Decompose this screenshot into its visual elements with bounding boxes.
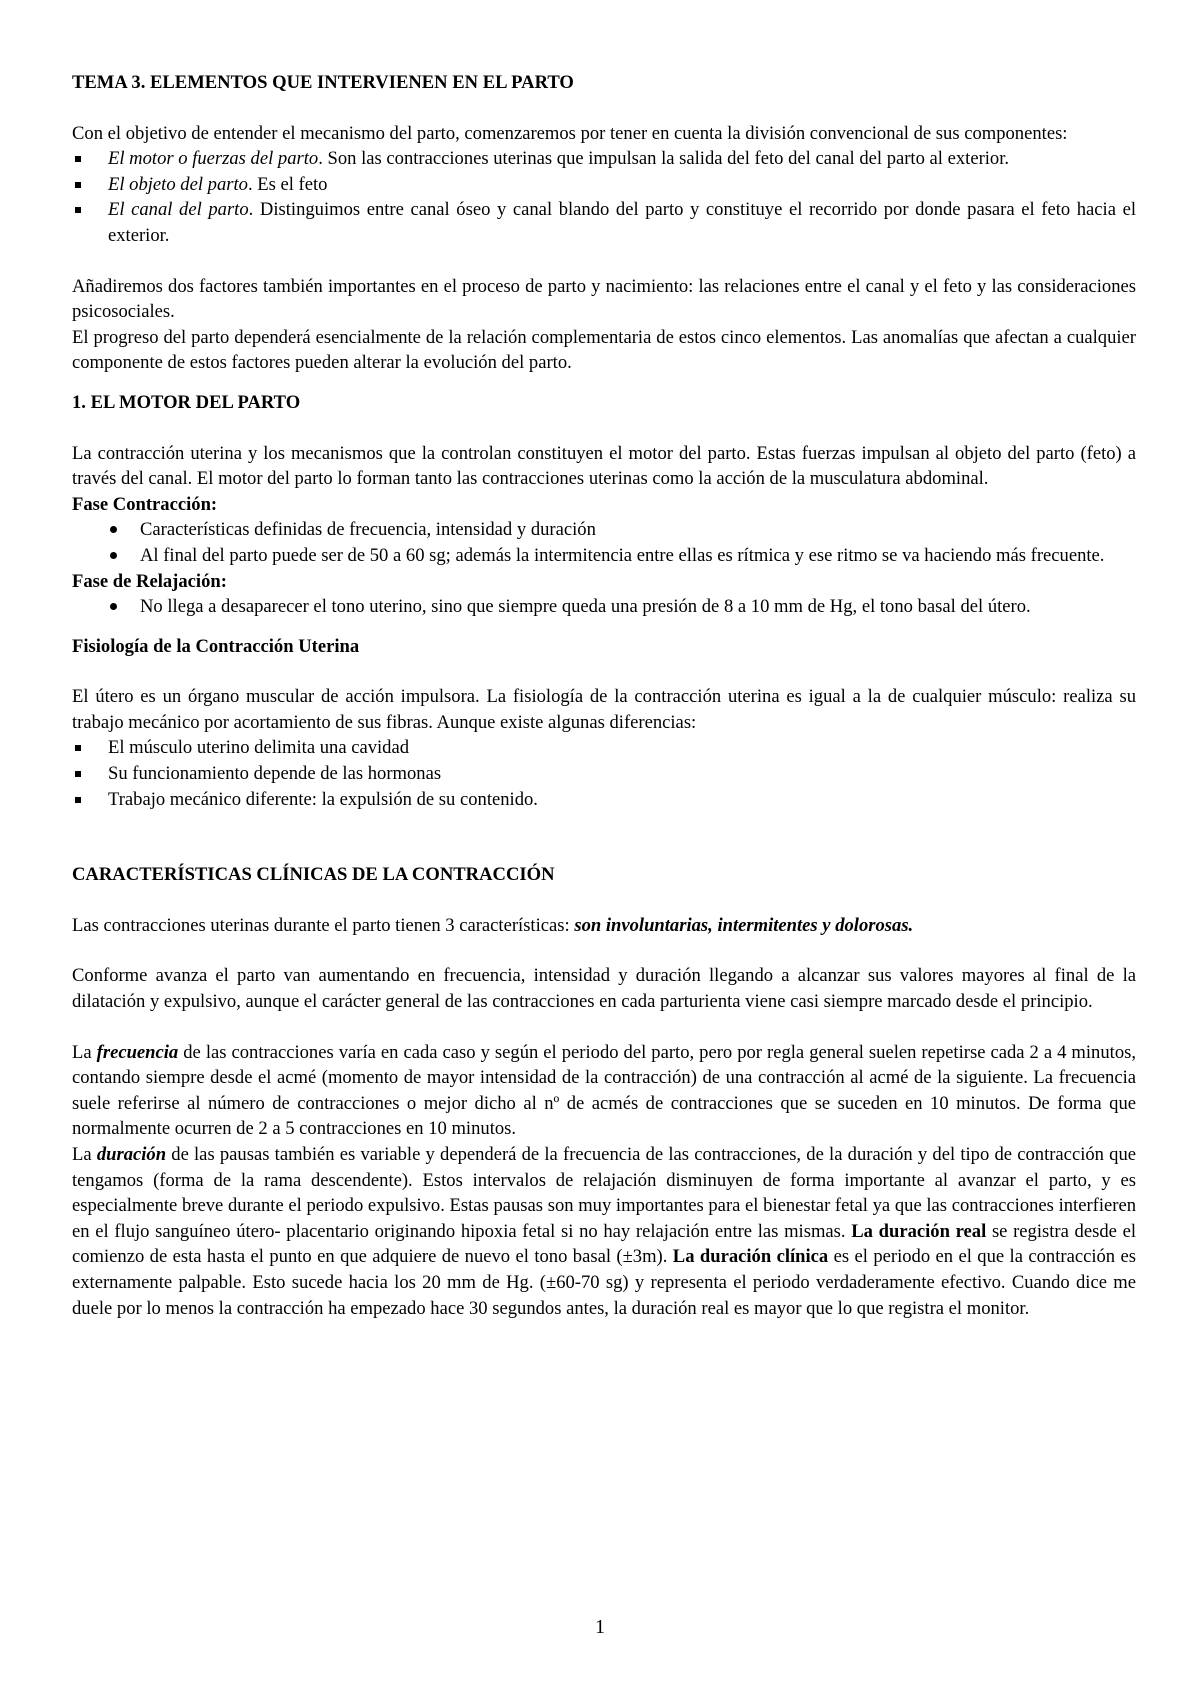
section-heading-clinical: CARACTERÍSTICAS CLÍNICAS DE LA CONTRACCIÓN <box>72 864 555 886</box>
frequency-paragraph: La frecuencia de las contracciones varía en cada caso y según el periodo del parto, pero por regla general suelen repetirse cada 2 a 4 minutos, contando siempre desde el acmé (momento de mayor intensidad de la contracción) de una contracción al acmé de la siguiente. La frecuencia suele referirse al número de contracciones o mejor dicho al nº de acmés de contracciones que se suceden en 10 minutos. De forma que normalmente ocurren de 2 a 5 contracciones en 10 minutos. <box>72 1041 1137 1140</box>
progression-paragraph: Conforme avanza el parto van aumentando en frecuencia, intensidad y duración llegando a alcanzar sus valores mayores al final de la dilatación y expulsivo, aunque el carácter general de las contracciones en cada parturienta viene casi siempre marcado desde el principio. <box>72 965 1136 1013</box>
physiology-paragraph: El útero es un órgano muscular de acción impulsora. La fisiología de la contracción uterina es igual a la de cualquier músculo: realiza su trabajo mecánico por acortamiento de sus fibras. Aunque existe algunas diferencias: <box>72 686 1136 733</box>
list-item: El motor o fuerzas del parto. Son las contracciones uterinas que impulsan la salida del feto del canal del parto al exterior. <box>72 146 1136 172</box>
components-list <box>72 146 1136 248</box>
section-heading-motor: 1. EL MOTOR DEL PARTO <box>72 391 301 413</box>
contraction-list <box>72 517 1136 568</box>
section-heading-physiology: Fisiología de la Contracción Uterina <box>72 635 360 657</box>
relax-phase-heading: Fase de Relajación: <box>72 570 227 592</box>
characteristics-paragraph: Las contracciones uterinas durante el parto tienen 3 características: son involuntarias, intermitentes y dolorosas. <box>72 914 914 936</box>
page-content <box>72 70 1136 1321</box>
page-number: 1 <box>595 1616 605 1638</box>
list-item: Características definidas de frecuencia, intensidad y duración <box>72 517 1136 543</box>
list-item: El canal del parto. Distinguimos entre canal óseo y canal blando del parto y constituye el recorrido por donde pasara el feto hacia el exterior. <box>72 197 1136 248</box>
contraction-phase-heading: Fase Contracción: <box>72 493 218 515</box>
list-item: El objeto del parto. Es el feto <box>72 172 1136 198</box>
factors-paragraph: Añadiremos dos factores también importantes en el proceso de parto y nacimiento: las relaciones entre el canal y el feto y las consideraciones psicosociales. <box>72 275 1136 323</box>
motor-paragraph: La contracción uterina y los mecanismos que la controlan constituyen el motor del parto. Estas fuerzas impulsan al objeto del parto (feto) a través del canal. El motor del parto lo forman tanto las contracciones uterinas como la acción de la musculatura abdominal. <box>72 442 1136 490</box>
duration-paragraph: La duración de las pausas también es variable y dependerá de la frecuencia de las contracciones, de la duración y del tipo de contracción que tengamos (forma de la rama descendente). Estos intervalos de relajación disminuyen de forma importante al avanzar el parto, y es especialmente breve durante el periodo expulsivo. Estas pausas son muy importantes para el bienestar fetal ya que las contracciones interfieren en el flujo sanguíneo útero- placentario originando hipoxia fetal si no hay relajación entre las mismas. La duración real se registra desde el comienzo de esta hasta el punto en que adquiere de nuevo el tono basal (±3m). La duración clínica es el periodo en el que la contracción es externamente palpable. Esto sucede hacia los 20 mm de Hg. (±60-70 sg) y representa el periodo verdaderamente efectivo. Cuando dice me duele por lo menos la contracción ha empezado hace 30 segundos antes, la duración real es mayor que lo que registra el monitor. <box>72 1144 1137 1319</box>
intro-paragraph: Con el objetivo de entender el mecanismo del parto, comenzaremos por tener en cuenta la división convencional de sus componentes: <box>72 122 1068 144</box>
list-item: No llega a desaparecer el tono uterino, sino que siempre queda una presión de 8 a 10 mm de Hg, el tono basal del útero. <box>72 594 1136 620</box>
list-item: Su funcionamiento depende de las hormonas <box>72 761 1136 787</box>
document-title: TEMA 3. ELEMENTOS QUE INTERVIENEN EN EL PARTO <box>72 72 574 93</box>
progress-paragraph: El progreso del parto dependerá esencialmente de la relación complementaria de estos cinco elementos. Las anomalías que afectan a cualquier componente de estos factores pueden alterar la evolución del parto. <box>72 326 1136 374</box>
list-item: El músculo uterino delimita una cavidad <box>72 735 1136 761</box>
relax-list <box>72 594 1136 620</box>
differences-list <box>72 735 1136 812</box>
list-item: Al final del parto puede ser de 50 a 60 sg; además la intermitencia entre ellas es rítmica y ese ritmo se va haciendo más frecuente. <box>72 543 1136 569</box>
list-item: Trabajo mecánico diferente: la expulsión de su contenido. <box>72 787 1136 813</box>
